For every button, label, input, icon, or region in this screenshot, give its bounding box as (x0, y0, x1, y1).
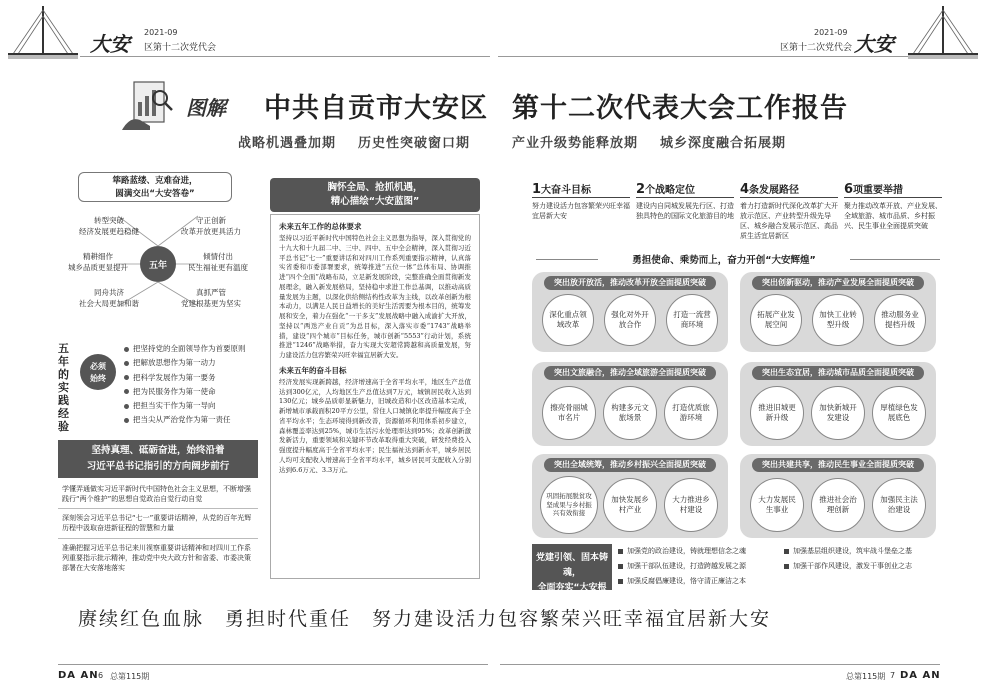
bullet-icon (618, 579, 623, 584)
blueprint-body (270, 214, 480, 579)
bullet-icon (618, 549, 623, 554)
strategy-number: 1 (532, 182, 542, 197)
panel-title: 突出文旅融合，推动全域旅游全面提质突破 (544, 366, 716, 380)
list-text: 把解放思想作为第一动力 (133, 358, 216, 368)
item-title: 转型突破 (94, 216, 124, 225)
strategy-row (532, 178, 942, 242)
bullet-icon (124, 389, 129, 394)
panel-circle: 深化重点领域改革 (542, 294, 594, 346)
subtitle-1: 战略机遇叠加期 (238, 136, 337, 151)
five-years-item (168, 216, 254, 237)
banner-text: 圆满交出 (115, 189, 150, 199)
footer-page-right: 7 (890, 671, 896, 680)
five-years-banner (78, 172, 232, 202)
footer-slogan: 赓续红色血脉 勇担时代重任 努力建设活力包容繁荣兴旺幸福宜居新大安 (78, 608, 772, 630)
list-item (618, 561, 746, 571)
panel (740, 362, 936, 446)
blueprint-banner (270, 178, 480, 212)
strategy-head (636, 178, 734, 198)
list-item (618, 576, 746, 586)
list-text: 把当尖从严治党作为第一责任 (133, 415, 231, 425)
item-text: 城乡品质更显提升 (68, 262, 128, 272)
bullet-icon (784, 549, 789, 554)
tujie-label: 图解 (186, 96, 226, 120)
panel-circle: 构建多元文旅场景 (603, 386, 657, 440)
strategy-item (532, 178, 630, 221)
panel-circle: 加强民主法治建设 (872, 478, 926, 532)
list-text: 加强干部队伍建设，打造跨越发展之源 (627, 562, 746, 570)
subtitle-3: 产业升级势能释放期 (512, 136, 639, 151)
five-years-center: 五年 (140, 246, 176, 282)
banner-line: 坚持真理、砥砺奋进，始终沿着 (91, 445, 225, 456)
list-text: 把为民服务作为第一使命 (133, 386, 216, 396)
experience-vertical-label: 五年的实践经验 (58, 342, 69, 433)
strategy-text: 努力建设活力包容繁荣兴旺幸福宜居新大安 (532, 202, 630, 221)
subtitle-4: 城乡深度融合拓展期 (660, 136, 787, 151)
five-years-item (66, 216, 152, 237)
item-title: 守正创新 (196, 216, 226, 225)
experience-list (124, 342, 246, 428)
list-text: 加强党的政治建设，铸就理想信念之魂 (627, 547, 746, 555)
five-years-section (58, 172, 254, 322)
header-subtitle: 区第十二次党代会 (780, 43, 853, 53)
bullet-icon (124, 347, 129, 352)
bullet-icon (784, 564, 789, 569)
strategy-number: 2 (636, 182, 646, 197)
list-text: 加强反腐倡廉建设，恪守清正廉洁之本 (627, 577, 746, 585)
strategy-text: 建设内自同城发展先行区、打造独具特色的国际文化旅游目的地 (636, 202, 734, 221)
bullet-icon (124, 375, 129, 380)
experience-section (58, 336, 258, 433)
panel (532, 454, 728, 538)
panel-circle: 推进旧城更新升级 (750, 386, 804, 440)
must-always-badge (80, 354, 116, 390)
footer-issue-right: 总第115期 (846, 672, 886, 681)
list-item: 学懂弄通做实习近平新时代中国特色社会主义思想，不断增强践行“两个维护”的思想自觉政治自觉行动自觉 (58, 480, 258, 509)
bullet-icon (124, 361, 129, 366)
mission-divider-right (850, 259, 940, 260)
page-title-right: 第十二次代表大会工作报告 (512, 93, 848, 124)
list-text: 把科学发展作为第一要务 (133, 372, 216, 382)
party-banner (532, 544, 612, 608)
bullet-icon (124, 418, 129, 423)
header-divider (498, 56, 908, 57)
header-date: 2021-09 (814, 28, 848, 37)
panel-circle: 拓展产业发展空间 (750, 294, 802, 346)
list-item (124, 399, 246, 413)
header-right (494, 0, 988, 62)
panel-title: 突出放开放活，推动改革开放全面提质突破 (544, 276, 716, 290)
footer-divider (58, 664, 488, 665)
header-divider (80, 56, 490, 57)
party-list (618, 544, 948, 592)
footer-divider (500, 664, 940, 665)
panel-title: 突出生态宜居，推动城市品质全面提质突破 (752, 366, 924, 380)
list-item (124, 385, 246, 399)
list-text: 把担当实干作为第一导向 (133, 401, 216, 410)
guideline-list (58, 480, 258, 577)
list-item (618, 546, 746, 556)
strategy-head (532, 178, 630, 198)
bullet-icon (618, 564, 623, 569)
bullet-icon (124, 404, 129, 409)
list-item (124, 371, 246, 385)
panel-circle: 大力发展民生事业 (750, 478, 804, 532)
strategy-text: 着力打造新时代深化改革扩大开放示范区、产业转型升级先导区、城乡融合发展示范区、高品质生活宜居新区 (740, 202, 838, 241)
item-text: 经济发展更趋稳健 (79, 226, 139, 236)
item-title: 倾情付出 (203, 252, 233, 261)
panel (740, 272, 936, 352)
strategy-item (844, 178, 942, 231)
banner-line: 习近平总书记指引的方向阔步前行 (86, 461, 230, 472)
strategy-title: 条发展路径 (749, 185, 800, 196)
panel-title: 突出全域统筹，推动乡村振兴全面提质突破 (544, 458, 716, 472)
panel-circle: 厚植绿色发展底色 (872, 386, 926, 440)
item-text: 改革开放更具活力 (181, 226, 241, 236)
report-illustration-icon (120, 80, 176, 132)
strategy-text: 聚力推动改革开放、产业发展、全域旅游、城市品质、乡村振兴、民生事业全面提质突破 (844, 202, 942, 231)
strategy-item (636, 178, 734, 221)
strategy-head (740, 178, 838, 198)
banner-line: 全面夯实“大安根基” (537, 583, 607, 608)
panel (740, 454, 936, 538)
strategy-item (740, 178, 838, 242)
panel-circle: 推动服务业提档升级 (874, 294, 926, 346)
panel-circle: 大力推进乡村建设 (664, 478, 718, 532)
footer-brand-left: DA AN (58, 670, 99, 681)
list-item (124, 413, 246, 427)
panel-title: 突出创新驱动，推动产业发展全面提质突破 (752, 276, 924, 290)
panel-circle: 强化对外开放合作 (604, 294, 656, 346)
list-text: 加强干部作风建设，激发干事创业之志 (793, 562, 912, 570)
guideline-banner (58, 440, 258, 478)
panel (532, 272, 728, 352)
panel-circle: 擦亮骨丽城市名片 (542, 386, 596, 440)
strategy-head (844, 178, 942, 198)
panel-circle: 巩固拓展脱贫攻坚成果与乡村振兴有效衔接 (540, 476, 598, 534)
list-text: 把坚持党的全面领导作为首要原则 (133, 344, 246, 353)
badge-line: 始终 (90, 373, 106, 383)
item-title: 真抓严管 (196, 288, 226, 297)
section-title: 未来五年的奋斗目标 (279, 365, 347, 375)
list-item (124, 342, 246, 356)
header-date: 2021-09 (144, 28, 178, 37)
list-item (784, 561, 912, 571)
five-years-item (58, 252, 138, 273)
panel-title: 突出共建共享，推动民生事业全面提质突破 (752, 458, 924, 472)
bridge-tower-icon (8, 4, 78, 60)
panel-circle: 推进社会治理创新 (811, 478, 865, 532)
footer-page-left: 6 (98, 671, 104, 680)
strategy-title: 项重要举措 (853, 185, 904, 196)
panel-circle: 加快工业转型升级 (812, 294, 864, 346)
footer-issue-left: 总第115期 (110, 672, 150, 681)
section-title: 未来五年工作的总体要求 (279, 222, 362, 231)
list-item (124, 356, 246, 370)
header-brand: 大安 (854, 32, 894, 56)
item-title: 同舟共济 (94, 288, 124, 297)
item-text: 党建根基更为坚实 (181, 298, 241, 308)
strategy-number: 4 (740, 182, 750, 197)
mission-banner: 勇担使命、乘势而上，奋力开创“大安辉煌” (632, 255, 816, 266)
banner-line: 胸怀全局、抢抓机遇， (327, 182, 423, 193)
section-text: 经济发展实现新跨越，经济增速高于全省平均水平，地区生产总值达到300亿元，人均地区生产总值达到7万元，城镇居民收入达到130亿元；城乡品质彰显新魅力，旧城改造和小区改造基本完成，新增城市承载面积20平方公里，常住人口城镇化率提升幅度高于全省平均水平；生态环境得到新改善，资源循环利用体系初步建立，森林覆盖率达到25%，城市生活污水处理率达到95%；改革创新激发新活力，重要领域和关键环节改革取得重大突破，研发经费投入强度提升幅度高于全省平均水平；民生福祉达到新水平，城乡居民人均可支配收入增速高于全省平均水平，城乡居民可支配收入分别达到6.6万元、3.3万元。 (279, 377, 471, 474)
footer-brand-right: DA AN (900, 670, 941, 681)
item-title: 精耕细作 (83, 252, 113, 261)
strategy-number: 6 (844, 182, 854, 197)
five-years-item (178, 252, 258, 273)
panel-circle: 打造优质旅游环境 (664, 386, 718, 440)
bridge-tower-icon (908, 4, 978, 60)
subtitle-2: 历史性突破窗口期 (358, 136, 471, 151)
list-item: 深刻领会习近平总书记“七一”重要讲话精神，从党的百年光辉历程中汲取奋进新征程的智慧和力量 (58, 509, 258, 538)
banner-line (79, 188, 231, 201)
strategy-title: 大奋斗目标 (541, 185, 592, 196)
panel-circle: 加快发展乡村产业 (603, 478, 657, 532)
header-left (0, 0, 494, 62)
list-item: 准确把握习近平总书记来川视察重要讲话精神和对四川工作系列重要指示批示精神，推动党中央大政方针和省委、市委决策部署在大安落地落实 (62, 543, 251, 572)
list-text: 加强基层组织建设，筑牢战斗堡垒之基 (793, 547, 912, 555)
header-subtitle: 区第十二次党代会 (144, 43, 217, 53)
banner-line: 精心描绘“大安蓝图” (330, 196, 420, 207)
five-years-item (168, 288, 254, 309)
item-text: 民生福祉更有温度 (188, 262, 248, 272)
panel-circle: 打造一流营商环境 (666, 294, 718, 346)
panel-circle: 加快新城开发建设 (811, 386, 865, 440)
banner-line: 党建引领、固本铸魂， (535, 553, 608, 578)
header-brand: 大安 (90, 32, 130, 56)
banner-quote: “大安答卷” (149, 189, 195, 199)
five-years-item (66, 288, 152, 309)
section-text: 坚持以习近平新时代中国特色社会主义思想为指导，深入贯彻党的十九大和十九届二中、三中、四中、五中全会精神，深入贯彻习近平总书记“七一”重要讲话和对四川工作系列重要指示精神，认真落实省委和市委部署要求，统筹推进“五位一体”总体布局、协调推进“四个全面”战略布局，立足新发展阶段，完整准确全面贯彻新发展理念，融入新发展格局，坚持稳中求进工作总基调，以推动高质量发展为主题，以深化供给侧结构性改革为主线，以改革创新为根本动力，以满足人民日益增长的美好生活需要为根本目的，统筹发展和安全，着力在强化“一干多支”发展战略中融入成渝扩大开放，坚持以“两迭产业自贡”为总目标，深入落实市委“1743”战略举措，建设“四个城市”目标任务，城市创新“5553”行动计划，系统推进“1246”战略举措，奋力实现大安超常跨越和高质量发展，努力建设活力包容繁荣兴旺幸福宜居新大安。 (279, 234, 471, 359)
mission-divider-left (536, 259, 598, 260)
banner-line: 筚路蓝缕、克难奋进， (112, 176, 198, 186)
item-text: 社会大局更加和谐 (79, 298, 139, 308)
strategy-title: 个战略定位 (645, 185, 696, 196)
list-item (784, 546, 912, 556)
panel (532, 362, 728, 446)
page-title-left: 中共自贡市大安区 (264, 93, 488, 124)
badge-line: 必须 (90, 361, 106, 371)
